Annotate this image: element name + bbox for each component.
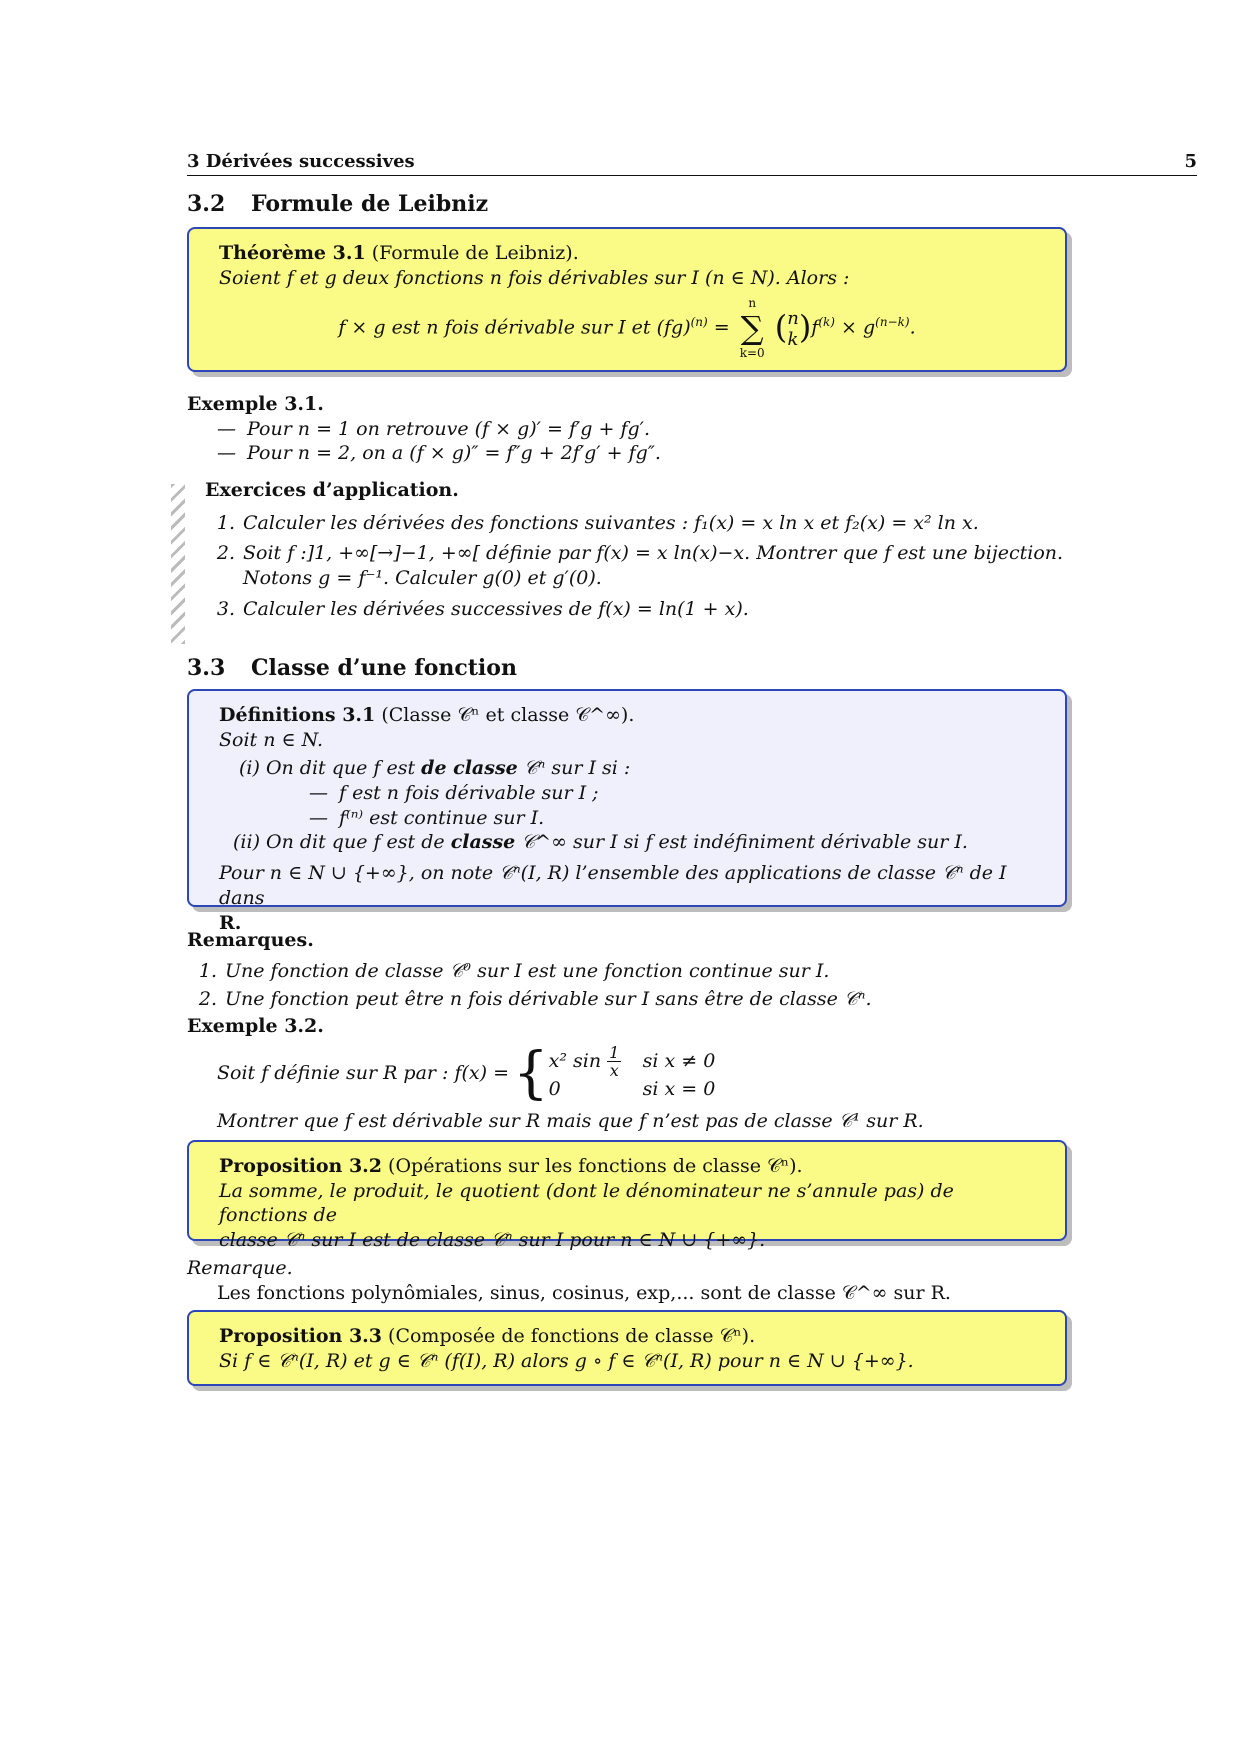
- frac-bottom: x: [609, 1061, 619, 1081]
- leibniz-formula: [219, 296, 1035, 361]
- definitions-label: Définitions 3.1: [219, 704, 376, 726]
- proposition-3-2-box: [187, 1140, 1067, 1252]
- exercises-label: Exercices d’application.: [205, 479, 459, 501]
- exercise-text: Calculer les dérivées successives de f(x) = ln(1 + x).: [243, 597, 749, 620]
- def-i-text: On dit que f est: [265, 757, 416, 780]
- example-item: — Pour n = 2, on a (f × g)″ = f″g + 2f′g′ + fg″.: [217, 442, 661, 465]
- exercise-number: 2.: [216, 542, 235, 565]
- example-conclusion: Montrer que f est dérivable sur R mais que f n’est pas de classe 𝒞¹ sur R.: [217, 1109, 924, 1132]
- case-2: [549, 1074, 716, 1104]
- section-number: 3.2: [187, 191, 226, 217]
- definitions-closing-end: R.: [219, 911, 242, 934]
- definition-i-sub: — f est n fois dérivable sur I ;: [309, 782, 599, 805]
- proposition-line: Si f ∈ 𝒞ⁿ(I, R) et g ∈ 𝒞ⁿ (f(I), R) alors g ∘ f ∈ 𝒞ⁿ(I, R) pour n ∈ N ∪ {+∞}.: [219, 1349, 914, 1372]
- remark-label: Remarque.: [187, 1257, 293, 1279]
- remark-number: 1.: [198, 959, 217, 982]
- exercise-number: 1.: [216, 511, 235, 534]
- sup-k: (k): [818, 315, 835, 330]
- exercise-number: 3.: [216, 597, 235, 620]
- exercise-item: [205, 511, 1181, 536]
- theorem-label: Théorème 3.1: [219, 242, 366, 264]
- remark-text: Une fonction de classe 𝒞⁰ sur I est une fonction continue sur I.: [225, 959, 830, 982]
- definitions-closing: Pour n ∈ N ∪ {+∞}, on note 𝒞ⁿ(I, R) l’ensemble des applications de classe 𝒞ⁿ de I dans: [219, 862, 1007, 909]
- formula-sup: (n): [690, 315, 708, 330]
- formula-period: .: [909, 316, 916, 339]
- section-title: Classe d’une fonction: [251, 655, 517, 681]
- example-label: Exemple 3.2.: [187, 1015, 324, 1037]
- page-number: 5: [1184, 151, 1197, 172]
- remark-text: Une fonction peut être n fois dérivable sur I sans être de classe 𝒞ⁿ.: [225, 988, 872, 1011]
- formula-eq: =: [707, 316, 736, 339]
- formula-left: f × g est n fois dérivable sur I et (fg): [338, 316, 691, 339]
- exercise-item: [205, 541, 1181, 590]
- zigzag-margin-decoration: [171, 484, 185, 644]
- def-ii-bold: classe: [450, 831, 516, 854]
- definition-i-sub: — f⁽ⁿ⁾ est continue sur I.: [309, 806, 545, 829]
- section-number: 3.3: [187, 655, 226, 681]
- exercise-list: [181, 511, 1181, 622]
- binom-top: n: [787, 307, 799, 329]
- example-3-2: [187, 1014, 1187, 1133]
- case1-expr: x² sin: [548, 1049, 602, 1072]
- case2-cond: si x = 0: [642, 1077, 716, 1100]
- case-1: [548, 1042, 716, 1081]
- def-ii-label: (ii): [233, 831, 260, 854]
- theorem-box: [187, 227, 1067, 372]
- example-item: — Pour n = 1 on retrouve (f × g)′ = f′g + fg′.: [217, 417, 651, 440]
- def-ii-text-end: 𝒞^∞ sur I si f est indéfiniment dérivable sur I.: [521, 831, 968, 854]
- header-title: 3 Dérivées successives: [187, 151, 415, 172]
- proposition-line: La somme, le produit, le quotient (dont le dénominateur ne s’annule pas) de fonctions de: [219, 1179, 954, 1227]
- theorem-statement: Soient f et g deux fonctions n fois dérivables sur I (n ∈ N). Alors :: [219, 266, 850, 289]
- exercise-text: Calculer les dérivées des fonctions suivantes : f₁(x) = x ln x et f₂(x) = x² ln x.: [243, 511, 979, 534]
- section-title: Formule de Leibniz: [251, 191, 489, 217]
- sum-symbol: n ∑ k=0: [739, 296, 765, 360]
- example-item-text: Pour n = 1 on retrouve (f × g)′ = f′g + fg′.: [247, 417, 651, 440]
- proposition-title: (Opérations sur les fonctions de classe 𝒞ⁿ).: [388, 1155, 803, 1177]
- formula-times: × g: [834, 316, 876, 339]
- theorem-title: (Formule de Leibniz).: [371, 242, 579, 264]
- definitions-box: [187, 689, 1067, 934]
- remark-text: Les fonctions polynômiales, sinus, cosinus, exp,... sont de classe 𝒞^∞ sur R.: [217, 1281, 951, 1304]
- definitions-intro: Soit n ∈ N.: [219, 728, 324, 751]
- formula-f: f: [811, 316, 819, 339]
- exercises-block: [181, 478, 1181, 621]
- remark-item: [187, 959, 1187, 984]
- def-i-label: (i): [239, 757, 260, 780]
- piecewise-cases: [549, 1044, 716, 1104]
- proposition-label: Proposition 3.2: [219, 1155, 382, 1177]
- section-heading-3-2: [187, 190, 488, 219]
- proposition-line: classe 𝒞ⁿ sur I est de classe 𝒞ⁿ sur I pour n ∈ N ∪ {+∞}.: [219, 1229, 766, 1252]
- definitions-title: (Classe 𝒞ⁿ et classe 𝒞^∞).: [381, 704, 635, 726]
- case1-cond: si x ≠ 0: [642, 1049, 716, 1072]
- single-remark: [187, 1256, 1187, 1305]
- def-i-bold: de classe: [421, 757, 518, 780]
- binomial: (n k): [774, 307, 812, 351]
- definition-i: [219, 756, 1035, 781]
- binom-bottom: k: [787, 329, 799, 351]
- def-sub-text: f est n fois dérivable sur I ;: [339, 782, 599, 805]
- case2-expr: 0: [548, 1077, 561, 1100]
- def-ii-text: On dit que f est de: [266, 831, 445, 854]
- remark-number: 2.: [198, 988, 217, 1011]
- example-item-text: Pour n = 2, on a (f × g)″ = f″g + 2f′g′ + fg″.: [247, 442, 661, 465]
- definition-ii: [219, 830, 1035, 855]
- piecewise-definition: Soit f définie sur R par : f(x) = { x² sin $\frac{1}{x}$ si x ≠ 0 0 si x = 0: [217, 1040, 716, 1106]
- running-header: [187, 150, 1197, 176]
- frac-top: 1: [609, 1042, 620, 1062]
- sum-bottom: k=0: [739, 345, 765, 360]
- remarks-block: [187, 928, 1187, 1012]
- piecewise-lead: Soit f définie sur R par : f(x) =: [217, 1062, 509, 1085]
- example-3-1: [187, 392, 1187, 466]
- def-i-text-end: 𝒞ⁿ sur I si :: [523, 757, 631, 780]
- proposition-3-3-box: [187, 1310, 1067, 1386]
- sum-top: n: [748, 296, 757, 311]
- def-sub-text: f⁽ⁿ⁾ est continue sur I.: [339, 806, 545, 829]
- example-label: Exemple 3.1.: [187, 393, 324, 415]
- remark-item: [187, 987, 1187, 1012]
- exercise-text: Soit f :]1, +∞[→]−1, +∞[ définie par f(x) = x ln(x)−x. Montrer que f est une bijection.: [243, 542, 1064, 565]
- exercise-text-cont: Notons g = f⁻¹. Calculer g(0) et g′(0).: [243, 567, 602, 590]
- exercise-item: [205, 597, 1181, 622]
- proposition-label: Proposition 3.3: [219, 1325, 382, 1347]
- section-heading-3-3: [187, 654, 517, 683]
- remarks-label: Remarques.: [187, 929, 314, 951]
- sup-nk: (n−k): [875, 315, 910, 330]
- proposition-title: (Composée de fonctions de classe 𝒞ⁿ).: [388, 1325, 756, 1347]
